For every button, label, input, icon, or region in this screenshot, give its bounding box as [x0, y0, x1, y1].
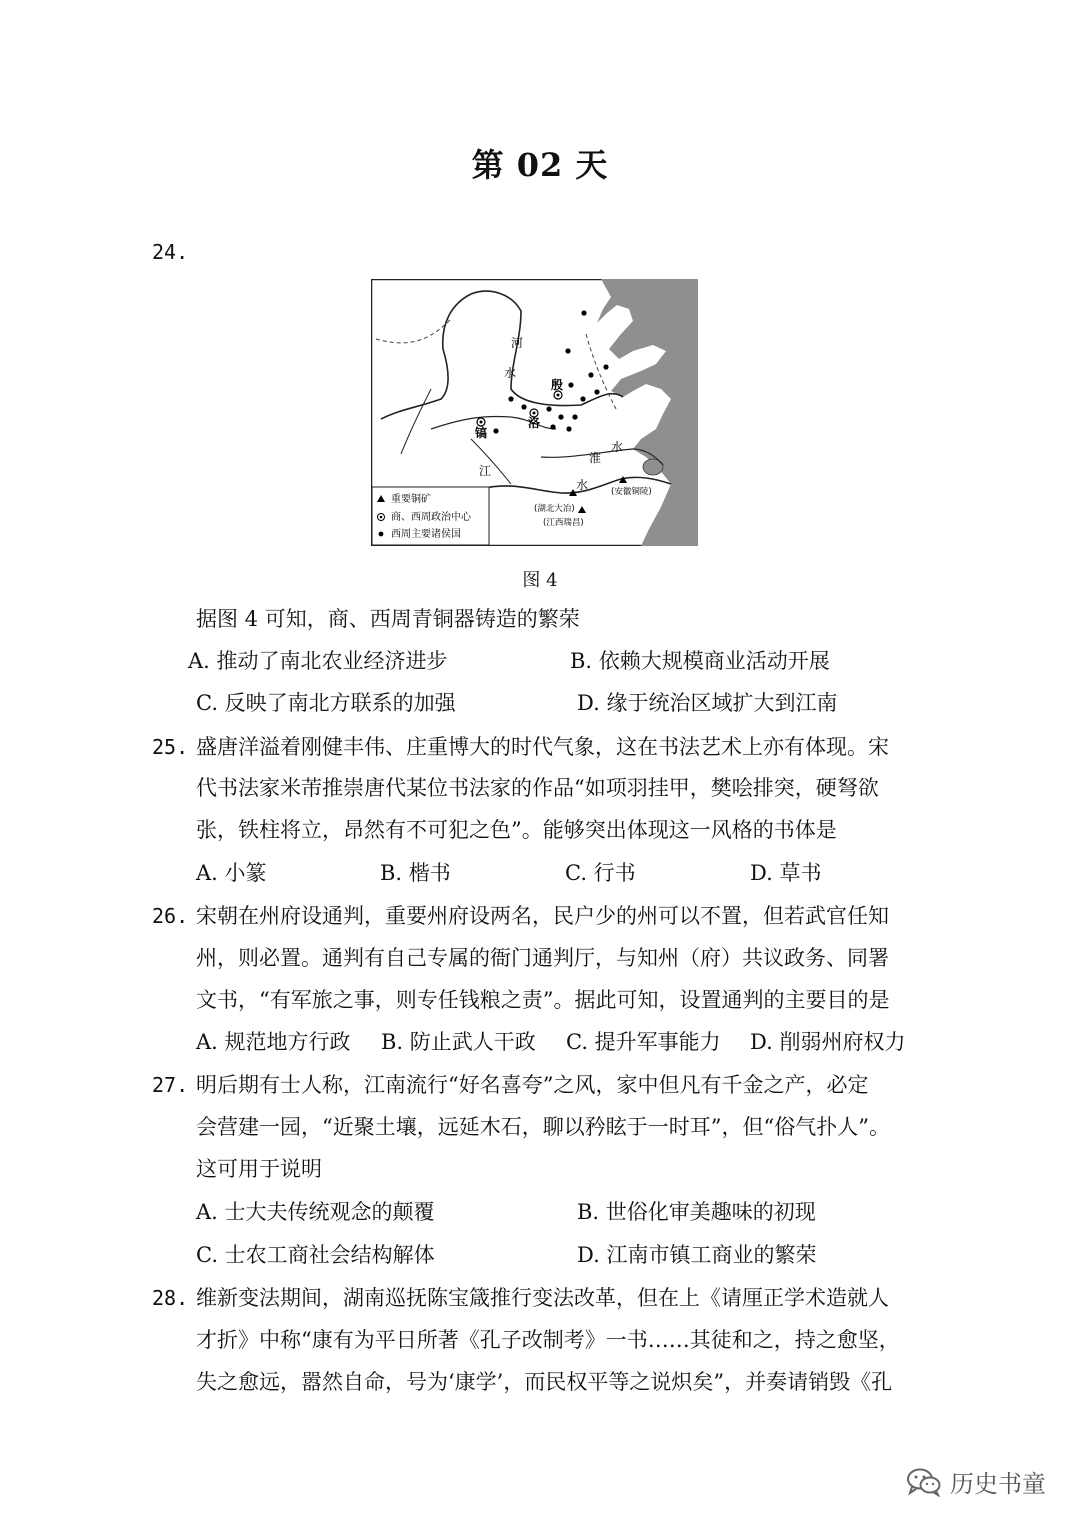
q25-option-a: A. 小篆 — [196, 861, 267, 885]
q26-number: 26. — [152, 904, 189, 928]
label-hubei: (湖北大冶) — [534, 504, 575, 514]
map-legend — [372, 487, 489, 545]
q24-number: 24. — [152, 240, 189, 264]
q27-line-1: 明后期有士人称，江南流行“好名喜夸”之风，家中但凡有千金之产，必定 — [196, 1073, 869, 1097]
label-shui: 水 — [504, 366, 517, 380]
label-yin: 殷 — [551, 378, 564, 392]
watermark — [906, 1464, 1046, 1499]
q24-option-d: D. 缘于统治区域扩大到江南 — [577, 691, 838, 715]
q25-line-2: 代书法家米芾推崇唐代某位书法家的作品“如项羽挂甲，樊哙排突，硬弩欲 — [196, 776, 879, 800]
q25-line-1: 盛唐洋溢着刚健丰伟、庄重博大的时代气象，这在书法艺术上亦有体现。宋 — [196, 735, 889, 759]
q27-number: 27. — [152, 1073, 189, 1097]
label-he: 河 — [511, 336, 524, 350]
q28-line-1: 维新变法期间，湖南巡抚陈宝箴推行变法改革，但在上《请厘正学术造就人 — [196, 1286, 889, 1310]
q25-option-c: C. 行书 — [565, 861, 636, 885]
q24-option-b: B. 依赖大规模商业活动开展 — [570, 649, 830, 673]
legend-vassal: 西周主要诸侯国 — [391, 529, 461, 540]
q28-line-2: 才折》中称“康有为平日所著《孔子改制考》一书……其徒和之，持之愈坚， — [196, 1328, 900, 1352]
q28-number: 28. — [152, 1286, 189, 1310]
q26-line-2: 州，则必置。通判有自己专属的衙门通判厅，与知州（府）共议政务、同署 — [196, 946, 889, 970]
q26-line-1: 宋朝在州府设通判，重要州府设两名，民户少的州可以不置，但若武官任知 — [196, 904, 889, 928]
q24-option-c: C. 反映了南北方联系的加强 — [196, 691, 456, 715]
wechat-icon — [906, 1467, 942, 1497]
q25-option-b: B. 楷书 — [380, 861, 451, 885]
q25-line-3: 张，铁柱将立，昂然有不可犯之色”。能够突出体现这一风格的书体是 — [196, 818, 837, 842]
q27-option-c: C. 士农工商社会结构解体 — [196, 1243, 435, 1267]
watermark-text: 历史书童 — [950, 1470, 1046, 1498]
label-shui2: 水 — [611, 440, 624, 454]
label-anhui: (安徽铜陵) — [611, 487, 652, 497]
q27-option-d: D. 江南市镇工商业的繁荣 — [577, 1243, 817, 1267]
q26-option-a: A. 规范地方行政 — [196, 1030, 351, 1054]
q26-option-c: C. 提升军事能力 — [566, 1030, 721, 1054]
figure-4-map — [371, 279, 698, 546]
q28-line-3: 失之愈远，嚣然自命，号为‘康学’，而民权平等之说炽矣”，并奏请销毁《孔 — [196, 1370, 893, 1394]
q27-option-b: B. 世俗化审美趣味的初现 — [577, 1200, 816, 1224]
q27-line-3: 这可用于说明 — [196, 1157, 322, 1181]
q25-number: 25. — [152, 735, 189, 759]
q26-option-b: B. 防止武人干政 — [381, 1030, 536, 1054]
q27-line-2: 会营建一园，“近聚土壤，远延木石，聊以矜眩于一时耳”，但“俗气扑人”。 — [196, 1115, 890, 1139]
q24-option-a: A. 推动了南北农业经济进步 — [188, 649, 448, 673]
legend-capital: 商、西周政治中心 — [391, 512, 471, 523]
page-title: 第 02 天 — [471, 146, 609, 184]
label-hao: 镐 — [475, 426, 488, 440]
q26-line-3: 文书，“有军旅之事，则专任钱粮之责”。据此可知，设置通判的主要目的是 — [196, 988, 890, 1012]
q26-option-d: D. 削弱州府权力 — [750, 1030, 906, 1054]
figure-caption: 图 4 — [522, 570, 558, 591]
legend-copper: 重要铜矿 — [391, 494, 431, 505]
label-jiangxi: (江西瑞昌) — [543, 518, 584, 528]
q27-option-a: A. 士大夫传统观念的颠覆 — [196, 1200, 435, 1224]
label-huai: 淮 — [589, 451, 602, 465]
label-jiangshui: 水 — [576, 478, 589, 492]
q25-option-d: D. 草书 — [750, 861, 822, 885]
label-jiang: 江 — [479, 464, 492, 478]
label-luo: 洛 — [528, 416, 541, 430]
q24-stem: 据图 4 可知，商、西周青铜器铸造的繁荣 — [196, 607, 580, 631]
